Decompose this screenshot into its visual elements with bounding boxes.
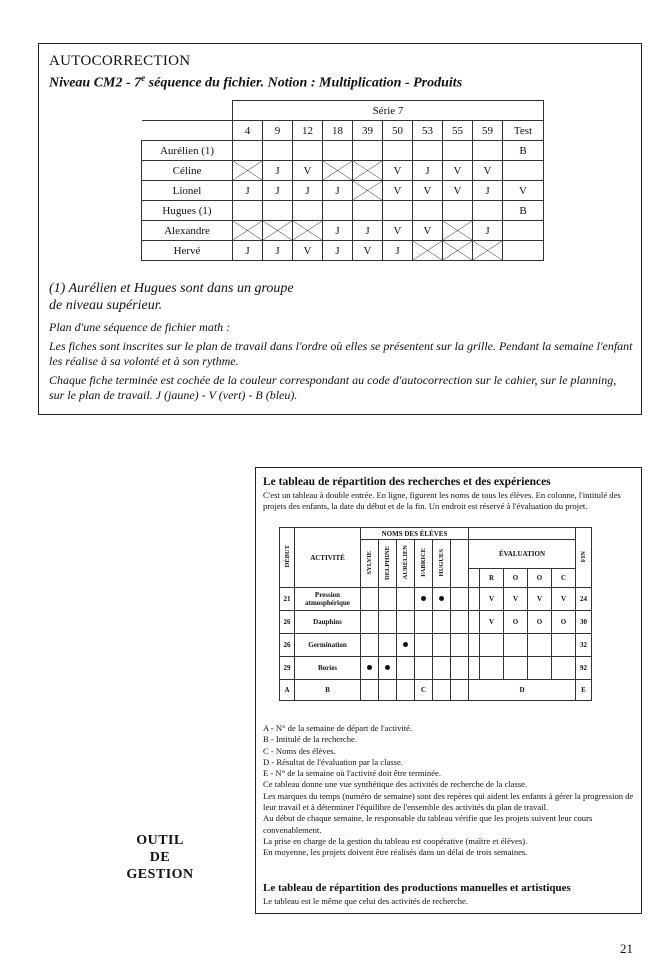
result-cell: J [323, 221, 353, 241]
eval-cell [480, 634, 504, 657]
column-header: 53 [413, 121, 443, 141]
eval-column: O [504, 569, 528, 588]
student-mark-cell [451, 588, 469, 611]
fin-cell: 24 [576, 588, 592, 611]
participation-dot [421, 596, 426, 601]
debut-header [280, 528, 295, 588]
outil-line-3: GESTION [126, 867, 194, 882]
debut-cell: 21 [280, 588, 295, 611]
cross-mark [413, 241, 442, 260]
column-header: Test [503, 121, 544, 141]
student-row [142, 201, 544, 221]
cross-mark [233, 221, 262, 240]
repartition-legend [263, 723, 638, 859]
fin-header [576, 528, 592, 588]
eval-cell: V [552, 588, 576, 611]
key-row [280, 680, 592, 701]
result-cell [233, 161, 263, 181]
key-e: E [576, 680, 592, 701]
student-row [142, 161, 544, 181]
productions-title: Le tableau de répartition des productions manuelles et artistiques [263, 882, 571, 894]
student-column-name: HUGUES [438, 548, 445, 577]
column-header: 12 [293, 121, 323, 141]
plan-paragraph-1: Les fiches sont inscrites sur le plan de travail dans l'ordre où elles se présentent sur la grille. Pendant la semaine l'enfant les réalise à sa volonté et à son rythme. [49, 339, 633, 368]
eval-column: C [552, 569, 576, 588]
cross-mark [473, 241, 502, 260]
key-d: D [469, 680, 576, 701]
eval-cell: O [552, 611, 576, 634]
result-cell [233, 201, 263, 221]
student-column-name: FABRICE [420, 548, 427, 577]
debut-cell: 26 [280, 611, 295, 634]
eval-column: R [480, 569, 504, 588]
note-line-2: de niveau supérieur. [49, 298, 163, 313]
noms-header: NOMS DES ÉLÈVES [361, 528, 469, 540]
eval-cell: V [504, 588, 528, 611]
serie-columns-row [142, 121, 544, 141]
eval-spacer-cell [469, 634, 480, 657]
result-cell: V [383, 221, 413, 241]
eval-cell [480, 657, 504, 680]
student-name: Lionel [142, 181, 233, 201]
key-c-cell [433, 680, 451, 701]
autocorrection-subtitle [49, 73, 462, 92]
legend-line: D - Résultat de l'évaluation par la classe. [263, 756, 403, 767]
outil-line-1: OUTIL [136, 833, 184, 848]
legend-line: La prise en charge de la gestion du tableau est coopérative (maître et élèves). [263, 835, 528, 846]
eval-column: O [528, 569, 552, 588]
activity-row [280, 611, 592, 634]
result-cell: V [443, 161, 473, 181]
eval-cell: O [504, 611, 528, 634]
key-c-cell: C [415, 680, 433, 701]
result-cell: V [413, 181, 443, 201]
eval-spacer-cell [469, 588, 480, 611]
activite-cell: Bories [295, 657, 361, 680]
cross-mark [293, 221, 322, 240]
series-label: Série 7 [233, 101, 544, 121]
rep-header-row [280, 528, 592, 540]
corner-cell [142, 121, 233, 141]
fin-cell: 32 [576, 634, 592, 657]
legend-line: E - N° de la semaine où l'activité doit être terminée. [263, 768, 441, 779]
result-cell [413, 141, 443, 161]
student-column [397, 540, 415, 588]
activity-row [280, 588, 592, 611]
plan-paragraph-2: Chaque fiche terminée est cochée de la couleur correspondant au code d'autocorrection sur le cahier, sur le planning, sur le plan de travail. J (jaune) - V (vert) - B (bleu). [49, 373, 617, 402]
result-cell: J [263, 161, 293, 181]
subtitle-post: séquence du fichier. Notion : Multiplication - Produits [145, 75, 463, 91]
result-cell [233, 221, 263, 241]
student-row [142, 221, 544, 241]
result-cell [503, 241, 544, 261]
column-header: 4 [233, 121, 263, 141]
result-cell [353, 141, 383, 161]
student-mark-cell [451, 611, 469, 634]
result-cell [443, 241, 473, 261]
plan-title: Plan d'une séquence de fichier math : [49, 320, 231, 334]
fin-cell: 30 [576, 611, 592, 634]
result-cell: V [443, 181, 473, 201]
column-header: 55 [443, 121, 473, 141]
student-name: Alexandre [142, 221, 233, 241]
plan-text [49, 320, 634, 407]
result-cell [383, 201, 413, 221]
result-cell [413, 201, 443, 221]
eval-cell [504, 657, 528, 680]
serie-table [141, 100, 544, 261]
student-mark-cell [433, 634, 451, 657]
result-cell [293, 201, 323, 221]
legend-line: Les marques du temps (numéro de semaine) sont des repères qui aident les enfants à gérer la progression de leur travail et à déterminer l'équilibre de l'ensemble des activités du plan de travail. [263, 790, 634, 813]
result-cell: J [293, 181, 323, 201]
result-cell [263, 141, 293, 161]
result-cell: J [413, 161, 443, 181]
result-cell: V [353, 241, 383, 261]
student-mark-cell [361, 634, 379, 657]
result-cell: J [233, 241, 263, 261]
student-mark-cell [379, 588, 397, 611]
legend-line: En moyenne, les projets doivent être réalisés dans un délai de trois semaines. [263, 847, 528, 858]
eval-cell: V [480, 611, 504, 634]
student-mark-cell [397, 657, 415, 680]
cross-mark [263, 221, 292, 240]
student-column-name: DELPHINE [384, 545, 391, 580]
eval-cell [528, 634, 552, 657]
student-row [142, 141, 544, 161]
activite-cell: Pression atmosphérique [295, 588, 361, 611]
student-mark-cell [361, 588, 379, 611]
eval-cell [552, 657, 576, 680]
result-cell [323, 141, 353, 161]
cross-mark [443, 241, 472, 260]
student-name: Hugues (1) [142, 201, 233, 221]
activite-cell: Dauphins [295, 611, 361, 634]
student-row [142, 181, 544, 201]
activite-cell: Germination [295, 634, 361, 657]
group-note [49, 280, 349, 314]
eval-cell [552, 634, 576, 657]
cross-mark [323, 161, 352, 180]
student-mark-cell [415, 588, 433, 611]
cross-mark [233, 161, 262, 180]
result-cell: J [233, 181, 263, 201]
result-cell: V [413, 221, 443, 241]
eval-cell: O [528, 611, 552, 634]
student-mark-cell [433, 611, 451, 634]
result-cell [473, 241, 503, 261]
key-c-cell [361, 680, 379, 701]
result-cell: J [323, 181, 353, 201]
result-cell: J [473, 181, 503, 201]
corner-cell [142, 101, 233, 121]
student-mark-cell [451, 657, 469, 680]
student-name: Aurélien (1) [142, 141, 233, 161]
result-cell [503, 221, 544, 241]
legend-line: B - Intitulé de la recherche. [263, 734, 358, 745]
outil-de-gestion-label [108, 832, 212, 883]
debut-cell: 29 [280, 657, 295, 680]
activity-row [280, 634, 592, 657]
student-column [451, 540, 469, 588]
repartition-title: Le tableau de répartition des recherches et des expériences [263, 476, 551, 488]
evaluation-top [469, 528, 576, 540]
key-a: A [280, 680, 295, 701]
result-cell [233, 141, 263, 161]
student-column [379, 540, 397, 588]
result-cell: V [473, 161, 503, 181]
result-cell [263, 201, 293, 221]
student-mark-cell [433, 588, 451, 611]
student-mark-cell [451, 634, 469, 657]
eval-spacer [469, 569, 480, 588]
column-header: 18 [323, 121, 353, 141]
result-cell: V [503, 181, 544, 201]
subtitle-pre: Niveau CM2 - 7 [49, 75, 142, 91]
note-line-1: (1) Aurélien et Hugues sont dans un groupe [49, 281, 294, 296]
legend-line: A - N° de la semaine de départ de l'activité. [263, 723, 413, 733]
repartition-intro: C'est un tableau à double entrée. En ligne, figurent les noms de tous les élèves. En colonne, l'intitulé des projets des enfants, la date du début et de la fin. Un endroit est réservé à l'évaluation du projet. [263, 490, 621, 511]
activity-row [280, 657, 592, 680]
key-c-cell [397, 680, 415, 701]
subtitle-sup: e [141, 73, 146, 83]
student-mark-cell [397, 588, 415, 611]
debut-header-text: DÉBUT [283, 545, 291, 568]
student-mark-cell [415, 657, 433, 680]
student-mark-cell [379, 657, 397, 680]
result-cell [473, 201, 503, 221]
student-mark-cell [361, 611, 379, 634]
result-cell [293, 221, 323, 241]
eval-cell [528, 657, 552, 680]
eval-cell [504, 634, 528, 657]
result-cell: J [263, 181, 293, 201]
legend-line: Ce tableau donne une vue synthétique des activités de recherche de la classe. [263, 779, 528, 790]
result-cell: J [323, 241, 353, 261]
debut-cell: 26 [280, 634, 295, 657]
participation-dot [439, 596, 444, 601]
participation-dot [385, 665, 390, 670]
result-cell [443, 141, 473, 161]
key-b: B [295, 680, 361, 701]
participation-dot [403, 642, 408, 647]
result-cell: V [293, 161, 323, 181]
cross-mark [443, 221, 472, 240]
result-cell: V [293, 241, 323, 261]
result-cell [353, 201, 383, 221]
column-header: 59 [473, 121, 503, 141]
student-mark-cell [379, 611, 397, 634]
result-cell [323, 161, 353, 181]
student-mark-cell [397, 634, 415, 657]
fin-cell: 92 [576, 657, 592, 680]
column-header: 50 [383, 121, 413, 141]
serie-header-row [142, 101, 544, 121]
student-mark-cell [379, 634, 397, 657]
student-column [361, 540, 379, 588]
result-cell: V [383, 161, 413, 181]
cross-mark [353, 181, 382, 200]
result-cell [323, 201, 353, 221]
fin-header-text: FIN [580, 550, 587, 563]
student-name: Hervé [142, 241, 233, 261]
result-cell [353, 181, 383, 201]
student-name: Céline [142, 161, 233, 181]
result-cell [383, 141, 413, 161]
student-mark-cell [433, 657, 451, 680]
result-cell: B [503, 141, 544, 161]
activite-header: ACTIVITÉ [295, 528, 361, 588]
result-cell: J [353, 221, 383, 241]
evaluation-header: ÉVALUATION [469, 540, 576, 569]
student-mark-cell [361, 657, 379, 680]
student-mark-cell [397, 611, 415, 634]
page-number: 21 [620, 941, 633, 956]
key-c-cell [451, 680, 469, 701]
legend-line: C - Noms des élèves. [263, 745, 336, 756]
student-column-name: SYLVIE [366, 550, 373, 575]
result-cell [293, 141, 323, 161]
result-cell: J [473, 221, 503, 241]
result-cell [443, 201, 473, 221]
result-cell [473, 141, 503, 161]
student-column [433, 540, 451, 588]
result-cell [413, 241, 443, 261]
result-cell: V [383, 181, 413, 201]
result-cell: J [263, 241, 293, 261]
student-row [142, 241, 544, 261]
student-column [415, 540, 433, 588]
result-cell [353, 161, 383, 181]
result-cell: J [383, 241, 413, 261]
outil-line-2: DE [149, 850, 171, 865]
student-mark-cell [415, 611, 433, 634]
cross-mark [353, 161, 382, 180]
result-cell: B [503, 201, 544, 221]
repartition-box [255, 467, 642, 914]
column-header: 9 [263, 121, 293, 141]
result-cell [443, 221, 473, 241]
column-header: 39 [353, 121, 383, 141]
productions-text: Le tableau est le même que celui des activités de recherche. [263, 896, 468, 906]
key-c-cell [379, 680, 397, 701]
student-mark-cell [415, 634, 433, 657]
repartition-table [279, 527, 592, 701]
autocorrection-title: AUTOCORRECTION [49, 53, 191, 69]
result-cell [263, 221, 293, 241]
autocorrection-box [38, 43, 642, 415]
result-cell [503, 161, 544, 181]
student-column-name: AURÉLIEN [402, 545, 409, 580]
eval-cell: V [528, 588, 552, 611]
eval-cell: V [480, 588, 504, 611]
eval-spacer-cell [469, 611, 480, 634]
legend-line: Au début de chaque semaine, le responsable du tableau vérifie que les projets suivent leur cours convenablement. [263, 813, 593, 835]
participation-dot [367, 665, 372, 670]
eval-spacer-cell [469, 657, 480, 680]
